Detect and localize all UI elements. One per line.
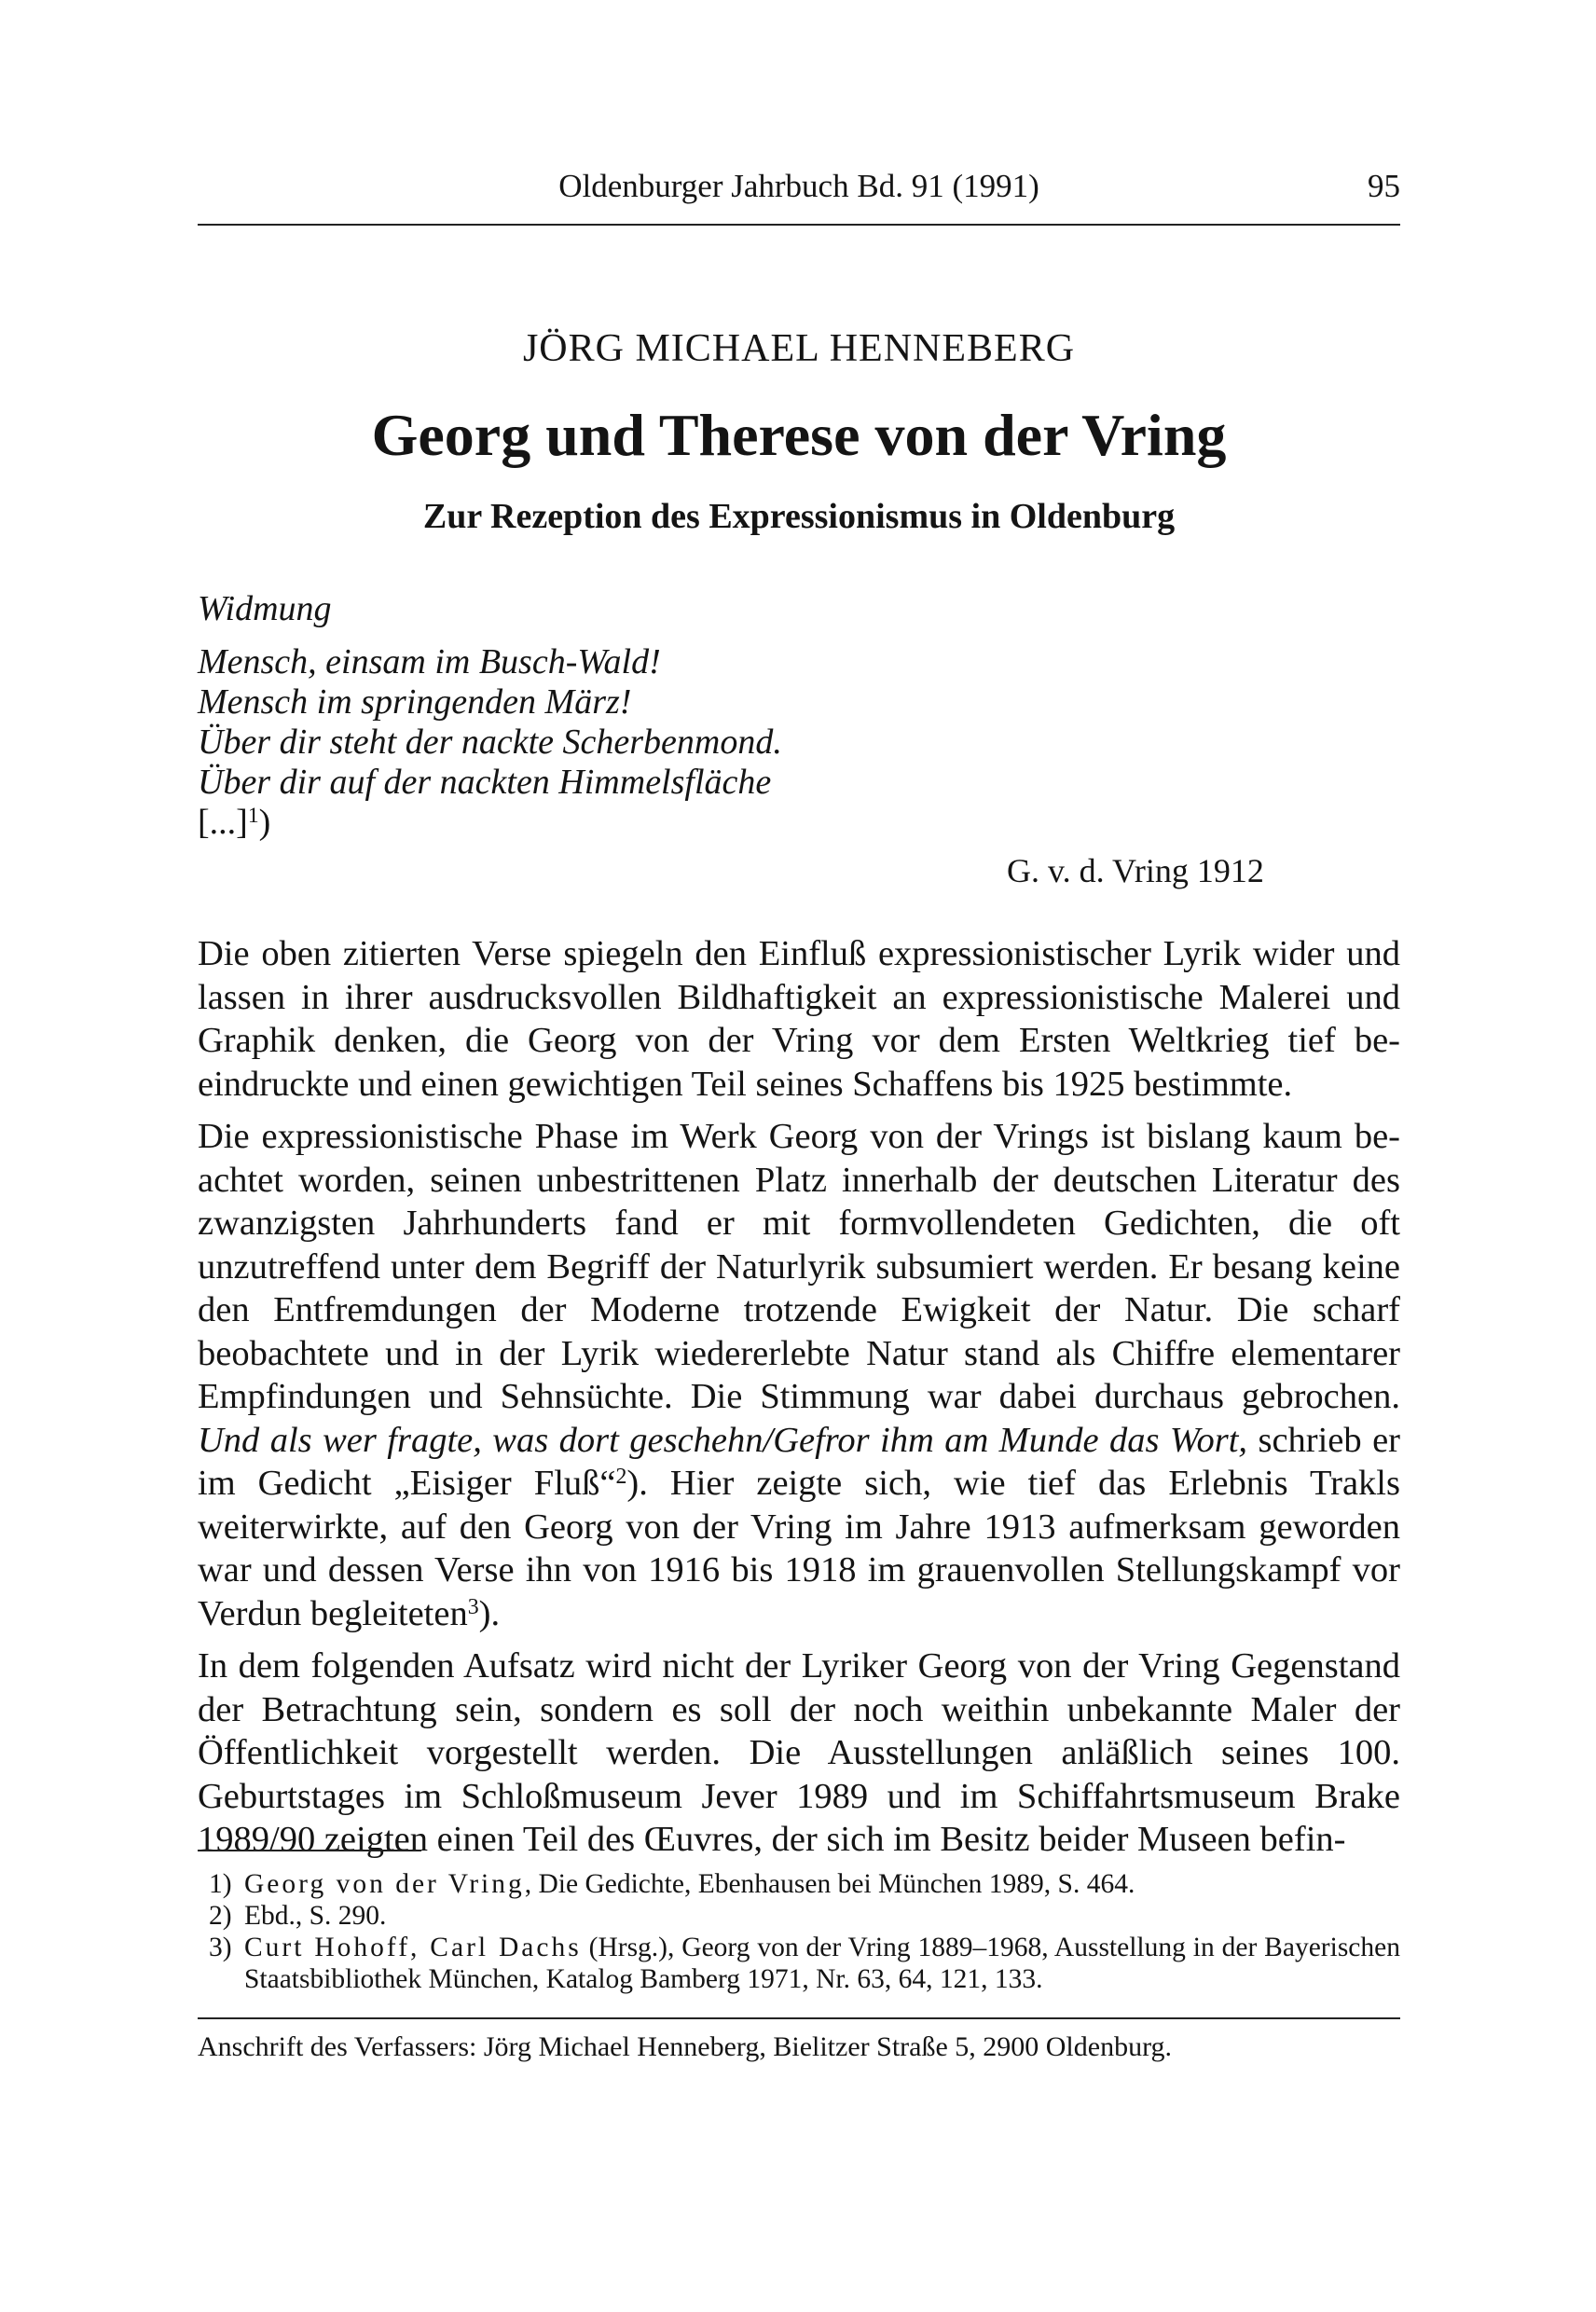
poem-quote: Und als wer fragte, was dort geschehn/Gefror ihm am Munde das Wort, [198, 1420, 1248, 1460]
footnote-rule [198, 1850, 421, 1851]
poem-line: [...]$^1$) [198, 803, 271, 842]
body-text: ). [478, 1593, 501, 1633]
footnote-author: Curt Hohoff, Carl Dachs [244, 1933, 582, 1962]
poem-line: Mensch im springenden März! [198, 682, 632, 722]
body-text: Die expressionistische Phase im Werk Georg von der Vrings ist bislang kaum beachtet worden, seinen unbestrittenen Platz innerhalb der deutschen Literatur des zwanzigsten Jahrhunderts fand er mit formvollendeten Gedichten, die oft unzutreffend unter dem Begriff der Naturlyrik subsumiert werden. Er besang keine den Entfremdungen der Moderne trotzende Ewigkeit der Natur. Die scharf beobachtete und in der Lyrik wiedererlebte Natur stand als Chiffre elementarer Empfindungen und Sehnsüchte. Die Stimmung war dabei durchaus gebrochen. [198, 1117, 1400, 1416]
page-number: 95 [1368, 168, 1400, 204]
footnote-ref: 1 [247, 804, 259, 829]
footnote-text: Ebd., S. 290. [244, 1901, 387, 1931]
journal-title: Oldenburger Jahrbuch Bd. 91 (1991) [558, 168, 1039, 204]
footnote-ref: 2 [615, 1465, 627, 1490]
poem-line: Mensch, einsam im Busch-Wald! [198, 642, 661, 681]
poem-signature: G. v. d. Vring 1912 [1007, 852, 1264, 889]
poem-line: Über dir auf der nackten Himmelsfläche [198, 763, 772, 802]
article-subtitle: Zur Rezeption des Expressionismus in Oldenburg [422, 497, 1176, 536]
footnote [198, 1932, 1400, 1995]
footnote-number: 2) [209, 1901, 232, 1931]
header-rule [198, 224, 1400, 226]
footnote [198, 1868, 1400, 1900]
footnote [198, 1900, 1400, 1932]
poem-ellipsis: [...] [198, 803, 248, 842]
body-text: ). Hier zeigte sich, wie tief das Erlebnis Trakls weiterwirkte, auf den Georg von der Vring im Jahre 1913 aufmerksam geworden war und dessen Verse ihn von 1916 bis 1918 im grauenvollen Stellungskampf vor Verdun begleiteten [198, 1464, 1400, 1633]
address-rule [198, 2017, 1400, 2019]
article-title: Georg und Therese von der Vring [371, 402, 1227, 468]
footnote-text: , Die Gedichte, Ebenhausen bei München 1989, S. 464. [524, 1869, 1135, 1899]
poem-line: Über dir steht der nackte Scherbenmond. [198, 722, 782, 762]
body-paragraph: Die oben zitierten Verse spiegeln den Einfluß expressionistischer Lyrik wider und lassen in ihrer ausdrucksvollen Bildhaftigkeit an expressionistische Malerei und Graphik denken, die Georg von der Vring vor dem Ersten Weltkrieg tief beeindruckte und einen gewichtigen Teil seines Schaffens bis 1925 bestimmte. [198, 934, 1400, 1104]
running-head [198, 166, 1400, 207]
footnote-text: (Hrsg.), Georg von der Vring 1889–1968, Ausstellung in der Bayerischen Staatsbibliothek München, Katalog Bamberg 1971, Nr. 63, 64, 121, 133. [244, 1933, 1400, 1994]
dedication-poem [198, 589, 1400, 843]
footnote-number: 3) [209, 1933, 232, 1962]
footnote-author: Georg von der Vring [244, 1869, 525, 1899]
body-paragraph [198, 1115, 1400, 1635]
article-body [198, 932, 1400, 1871]
footnote-ref: 3 [467, 1594, 479, 1619]
article-author: JÖRG MICHAEL HENNEBERG [522, 327, 1076, 370]
dedication-label: Widmung [198, 589, 332, 628]
body-text: schrieb er im Gedicht „Eisiger Fluß“ [198, 1420, 1400, 1503]
body-paragraph: In dem folgenden Aufsatz wird nicht der Lyriker Georg von der Vring Gegenstand der Betrachtung sein, sondern es soll der noch weithin unbekannte Maler der Öffentlichkeit vorgestellt werden. Die Ausstellungen anläßlich seines 100. Geburtstages im Schloßmuseum Jever 1989 und im Schiffahrtsmuseum Brake 1989/90 zeigten einen Teil des Œuvres, der sich im Besitz beider Museen befin- [198, 1646, 1400, 1859]
footnote-number: 1) [209, 1869, 232, 1899]
author-address: Anschrift des Verfassers: Jörg Michael Henneberg, Bielitzer Straße 5, 2900 Oldenburg. [198, 2031, 1173, 2062]
footnotes [198, 1868, 1400, 1995]
